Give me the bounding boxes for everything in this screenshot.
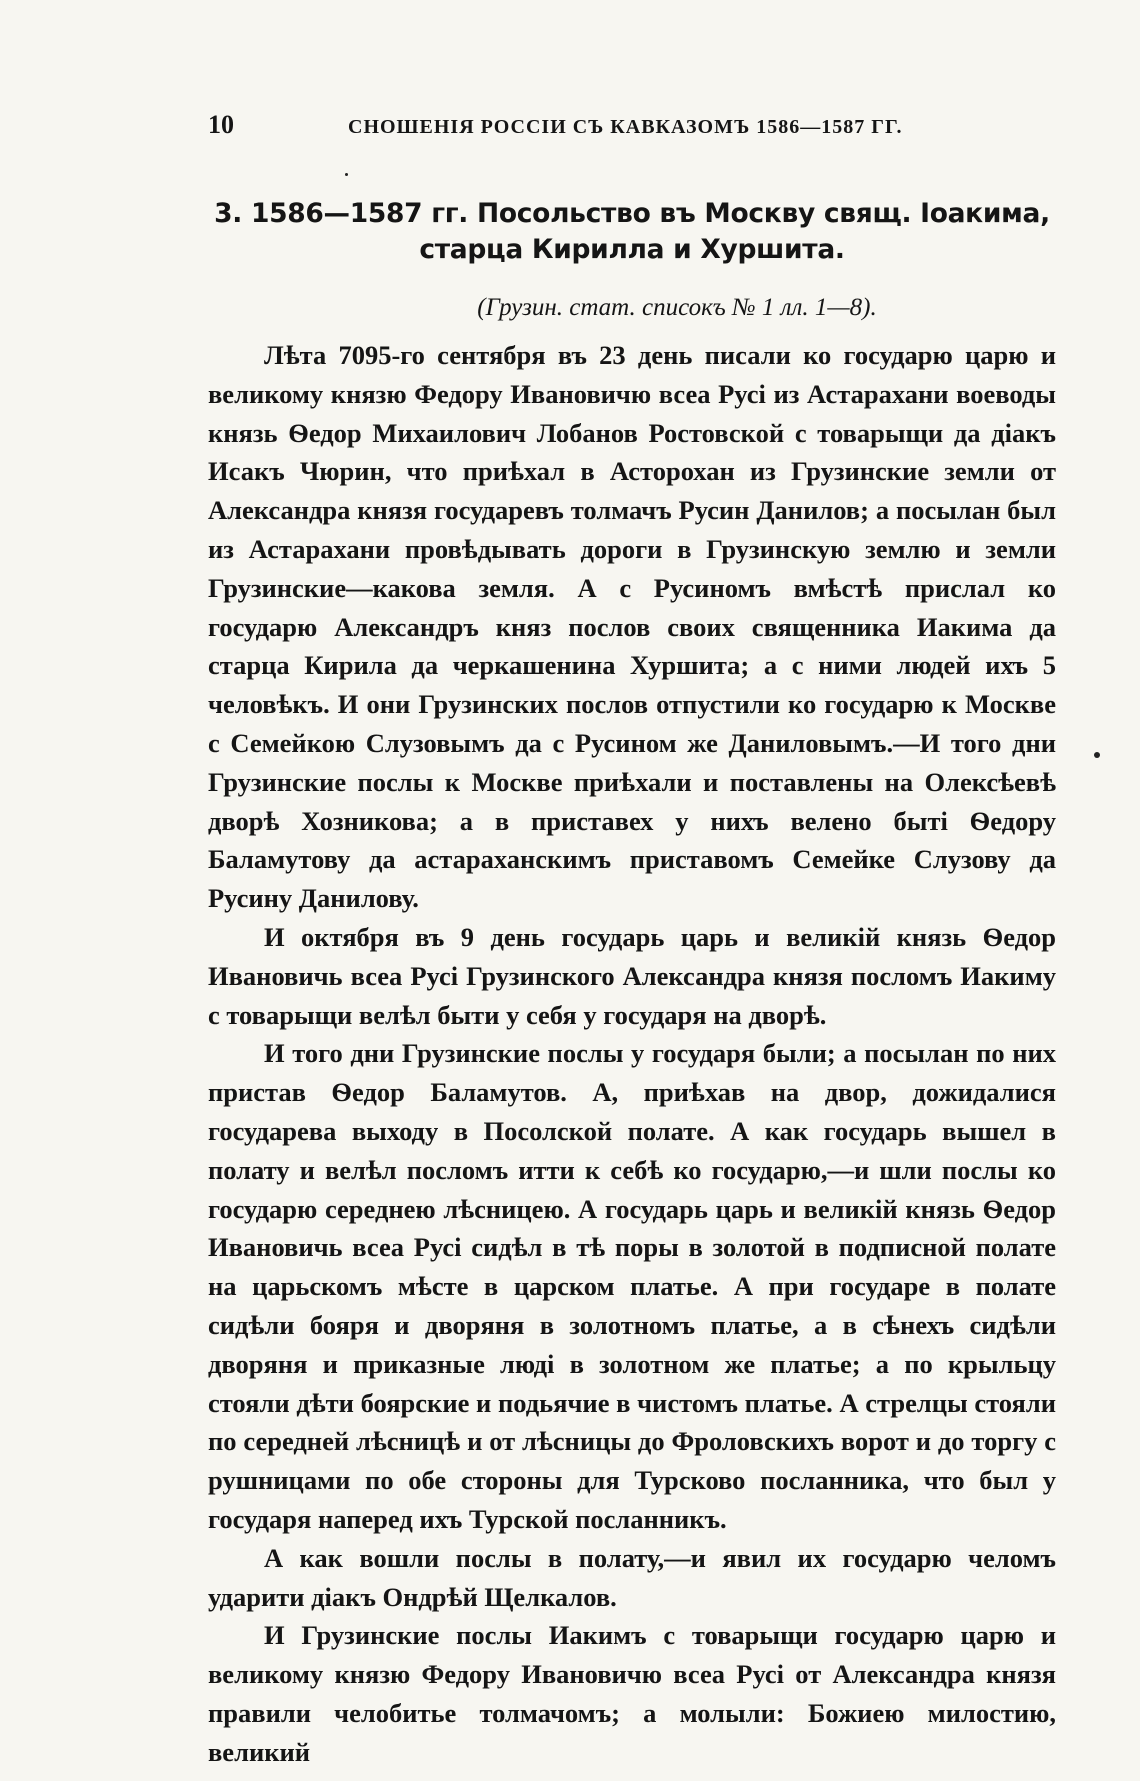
print-speck (1094, 752, 1100, 758)
section-heading: 3. 1586—1587 гг. Посольство въ Москву свящ. Іоакима, старца Кирилла и Хуршита. (214, 198, 1050, 265)
body-text (208, 336, 1056, 1771)
paragraph: И октября въ 9 день государь царь и великій князь Ѳедор Ивановичь всеа Русі Грузинского Александра князя посломъ Иакиму с товарыщи велѣл быти у себя у государя на дворѣ. (208, 921, 1056, 1030)
running-head (208, 110, 1056, 154)
paragraph: Лѣта 7095-го сентября въ 23 день писали ко государю царю и великому князю Федору Ивановичю всеа Русі из Астарахани воеводы князь Ѳедор Михаилович Лобанов Ростовской с товарыщи да діакъ Исакъ Чюрин, что приѣхал в Асторохан из Грузинские земли от Александра князя государевъ толмачъ Русин Данилов; а посылан был из Астарахани провѣдывать дороги в Грузинскую землю и земли Грузинские—какова земля. А с Русиномъ вмѣстѣ прислал ко государю Александръ княз послов своих священника Иакима да старца Кирила да черкашенина Хуршита; а с ними людей ихъ 5 человѣкъ. И они Грузинских послов отпустили ко государю к Москве с Семейкою Слузовымъ да с Русином же Даниловымъ.—И того дни Грузинские послы к Москве приѣхали и поставлены на Олексѣевѣ дворѣ Хозникова; а в приставех у нихъ велено быті Ѳедору Баламутову да астараханскимъ приставомъ Семейке Слузову да Русину Данилову. (208, 340, 1056, 914)
paragraph: И того дни Грузинские послы у государя были; а посылан по них пристав Ѳедор Баламутов. А, приѣхав на двор, дожидалися государева выходу в Посолской полате. А как государь вышел в полату и велѣл посломъ итти к себѣ ко государю,—и шли послы ко государю середнею лѣсницею. А государь царь и великій князь Ѳедор Ивановичь всеа Русі сидѣл в тѣ поры в золотой в подписной полате на царьскомъ мѣсте в царском платье. А при государе в полате сидѣли бояря и дворяня в золотномъ платье, а в сѣнехъ сидѣли дворяня и приказные люді в золотном же платье; а по крыльцу стояли дѣти боярские и подьячие в чистомъ платье. А стрелцы стояли по середней лѣсницѣ и от лѣсницы до Фроловскихъ ворот и до торгу с рушницами по обе стороны для Турсково посланника, что был у государя наперед ихъ Турской посланникъ. (208, 1038, 1056, 1534)
source-note: (Грузин. стат. списокъ № 1 лл. 1—8). (477, 294, 877, 321)
paragraph: А как вошли послы в полату,—и явил их государю челомъ ударити діакъ Ондрѣй Щелкалов. (208, 1542, 1056, 1612)
running-title: СНОШЕНІЯ РОССІИ СЪ КАВКАЗОМЪ 1586—1587 ГГ. (348, 116, 903, 138)
document-page (208, 110, 1056, 1771)
print-speck (345, 173, 348, 176)
page-number: 10 (208, 110, 234, 139)
paragraph: И Грузинские послы Иакимъ с товарыщи государю царю и великому князю Федору Ивановичю всеа Русі от Александра князя правили челобитье толмачомъ; а молыли: Божиею милостию, великий (208, 1620, 1056, 1767)
